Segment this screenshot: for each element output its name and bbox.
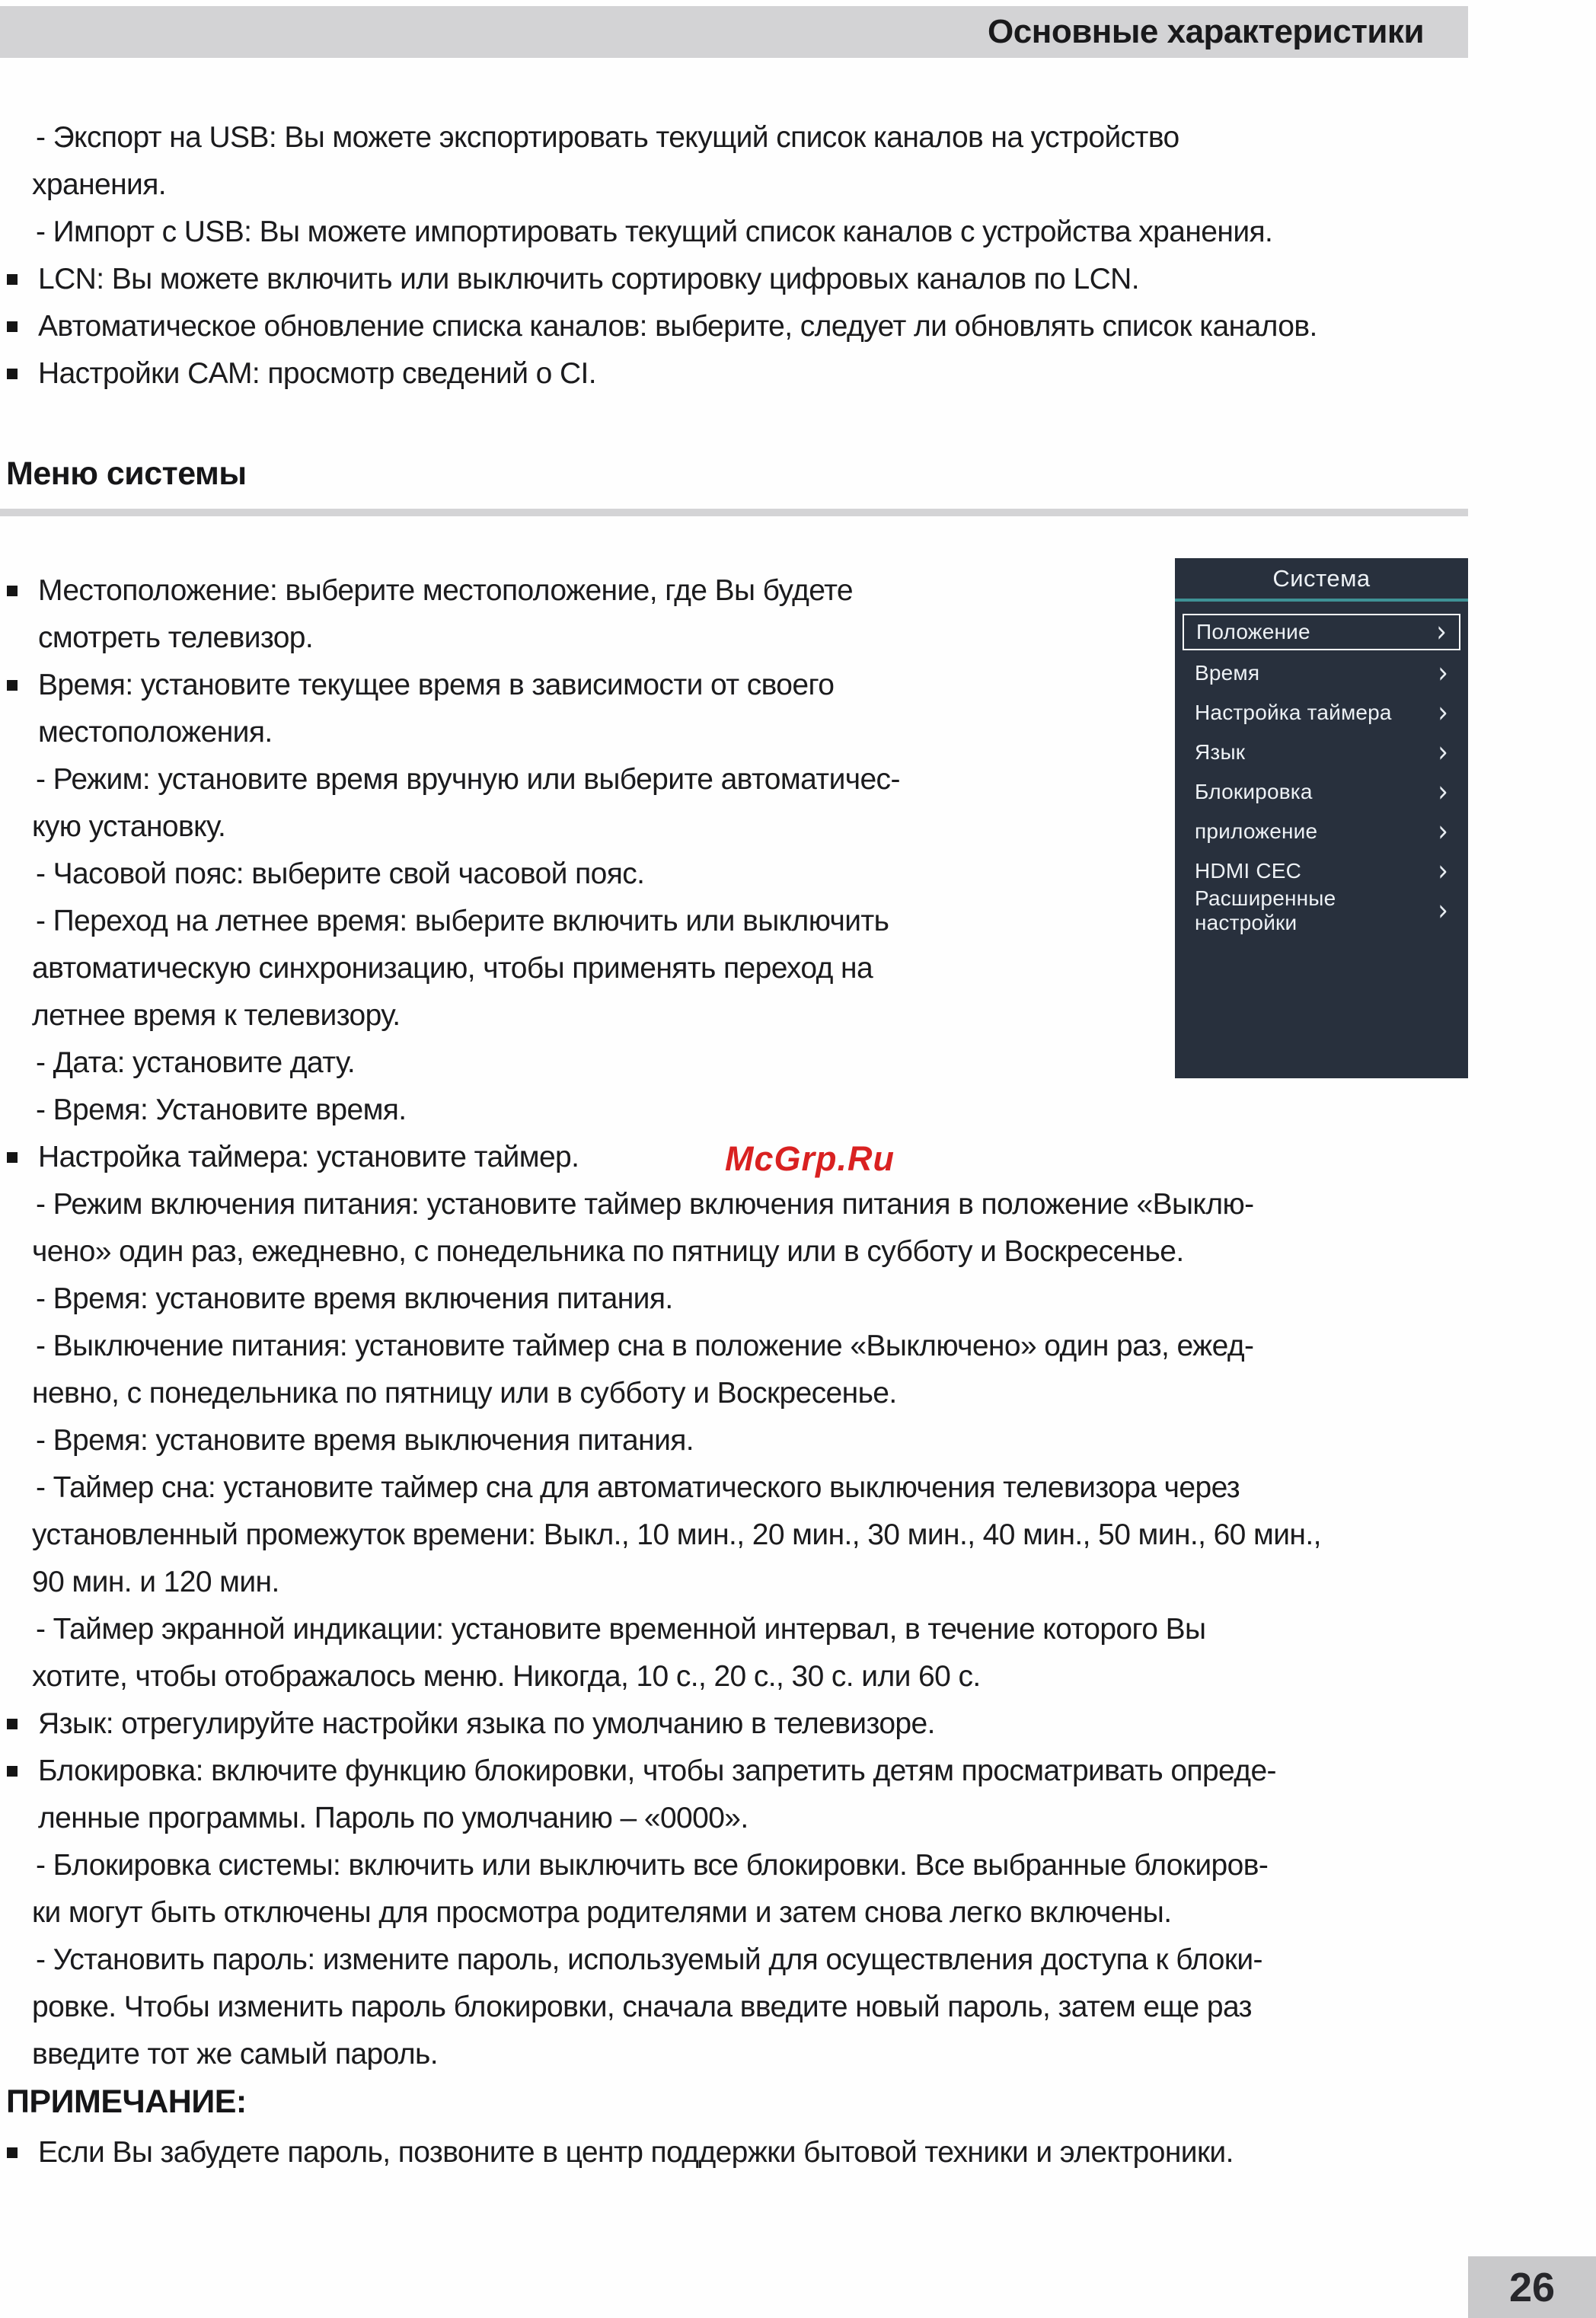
bullet-square-icon: [7, 586, 18, 596]
tv-menu-item-rasshirennye-nastroyki[interactable]: [1183, 886, 1460, 934]
text-line-content: ки могут быть отключены для просмотра родителями и затем снова легко включены.: [32, 1896, 1172, 1929]
text-line-content: Время: установите текущее время в зависимости от своего: [38, 669, 835, 701]
text-line-content: - Установить пароль: измените пароль, используемый для осуществления доступа к блоки-: [36, 1943, 1262, 1976]
tv-menu-item-prilozhenie[interactable]: [1183, 812, 1460, 851]
text-line: [0, 1795, 1596, 1842]
text-line: [0, 1417, 1596, 1464]
tv-menu-item-blokirovka[interactable]: [1183, 772, 1460, 812]
text-line-content: местоположения.: [38, 716, 273, 749]
chevron-right-icon: ›: [1438, 854, 1448, 889]
tv-menu-item-label: Настройка таймера: [1195, 701, 1392, 724]
text-line: [0, 1653, 1596, 1700]
text-line: [0, 1842, 1596, 1889]
text-line-content: Язык: отрегулируйте настройки языка по умолчанию в телевизоре.: [38, 1707, 935, 1740]
text-line: [0, 1464, 1596, 1512]
header-band: [0, 6, 1468, 58]
text-line-content: введите тот же самый пароль.: [32, 2038, 438, 2071]
text-line: [0, 1559, 1596, 1606]
bullet-square-icon: [7, 274, 18, 285]
text-line-content: - Время: установите время выключения питания.: [36, 1424, 694, 1457]
text-line: [0, 1984, 1596, 2031]
tv-menu-item-vremya[interactable]: [1183, 653, 1460, 693]
bullet-square-icon: [7, 680, 18, 691]
top-bullet-list: [0, 114, 1596, 398]
text-line: [0, 2031, 1596, 2078]
bullet-square-icon: [7, 369, 18, 379]
text-line-content: Настройки CAM: просмотр сведений о CI.: [38, 357, 596, 390]
tv-menu-item-label: Время: [1195, 661, 1260, 685]
text-line: [0, 2129, 1596, 2176]
page-number: 26: [1508, 2264, 1556, 2310]
text-line-content: Блокировка: включите функцию блокировки, чтобы запретить детям просматривать опреде-: [38, 1754, 1276, 1787]
text-line-content: 90 мин. и 120 мин.: [32, 1566, 279, 1598]
text-line-content: - Часовой пояс: выберите свой часовой пояс.: [36, 857, 645, 890]
text-line: [0, 1606, 1596, 1653]
bullet-square-icon: [7, 1152, 18, 1163]
text-line: [0, 1276, 1596, 1323]
text-line-content: - Выключение питания: установите таймер сна в положение «Выключено» один раз, ежед-: [36, 1330, 1254, 1362]
section-divider: [0, 509, 1468, 516]
text-line-content: невно, с понедельника по пятницу или в субботу и Воскресенье.: [32, 1377, 897, 1410]
text-line-content: - Импорт с USB: Вы можете импортировать текущий список каналов с устройства хранения.: [36, 216, 1273, 248]
text-line: [0, 1936, 1596, 1984]
text-line-content: - Время: установите время включения питания.: [36, 1282, 673, 1315]
text-line-content: ленные программы. Пароль по умолчанию – «0000».: [38, 1802, 749, 1834]
chevron-right-icon: ›: [1438, 814, 1448, 849]
tv-menu-item-nastroyka-taymera[interactable]: [1183, 693, 1460, 733]
text-line: [0, 256, 1596, 303]
text-line-content: автоматическую синхронизацию, чтобы применять переход на: [32, 952, 873, 985]
note-lines: [0, 2129, 1596, 2176]
tv-menu-item-label: приложение: [1195, 819, 1318, 843]
tv-menu-item-label: Блокировка: [1195, 780, 1313, 803]
text-line-content: кую установку.: [32, 810, 226, 843]
tv-system-menu-panel: [1175, 558, 1468, 1078]
chevron-right-icon: ›: [1438, 735, 1448, 770]
text-line: [0, 1228, 1596, 1276]
tv-menu-item-hdmi-cec[interactable]: [1183, 851, 1460, 891]
bullet-square-icon: [7, 321, 18, 332]
text-line-content: летнее время к телевизору.: [32, 999, 401, 1032]
text-line-content: смотреть телевизор.: [38, 621, 314, 654]
section-heading-system-menu: Меню системы: [6, 455, 247, 492]
text-line: [0, 1181, 1596, 1228]
text-line-content: хранения.: [32, 168, 166, 201]
tv-menu-item-label: Язык: [1195, 740, 1246, 764]
text-line: [0, 161, 1596, 209]
text-line-content: Если Вы забудете пароль, позвоните в центр поддержки бытовой техники и электроники.: [38, 2136, 1234, 2169]
bullet-square-icon: [7, 2147, 18, 2158]
text-line: [0, 1087, 1596, 1134]
text-line-content: - Таймер сна: установите таймер сна для автоматического выключения телевизора через: [36, 1471, 1240, 1504]
text-line-content: - Переход на летнее время: выберите включить или выключить: [36, 905, 889, 937]
text-line-content: - Экспорт на USB: Вы можете экспортировать текущий список каналов на устройство: [36, 121, 1179, 154]
text-line-content: - Режим включения питания: установите таймер включения питания в положение «Выклю-: [36, 1188, 1254, 1221]
bullet-square-icon: [7, 1766, 18, 1777]
tv-menu-item-label: Расширенные настройки: [1195, 886, 1336, 934]
chevron-right-icon: ›: [1438, 774, 1448, 809]
text-line: [0, 350, 1596, 398]
text-line-content: - Режим: установите время вручную или выберите автоматичес-: [36, 763, 900, 796]
text-line: [0, 1889, 1596, 1936]
text-line-content: - Таймер экранной индикации: установите временной интервал, в течение которого Вы: [36, 1613, 1206, 1646]
text-line: [0, 114, 1596, 161]
text-line: [0, 209, 1596, 256]
bullet-square-icon: [7, 1719, 18, 1729]
text-line: [0, 1700, 1596, 1748]
page-title: Основные характеристики: [988, 13, 1424, 50]
tv-menu-title: Система: [1272, 564, 1371, 592]
text-line-content: - Время: Установите время.: [36, 1094, 407, 1126]
site-watermark: McGrp.Ru: [725, 1139, 895, 1178]
tv-menu-item-label: Положение: [1196, 620, 1310, 643]
text-line-content: установленный промежуток времени: Выкл., 10 мин., 20 мин., 30 мин., 40 мин., 50 мин., 60 мин.,: [32, 1518, 1321, 1551]
text-line-content: LCN: Вы можете включить или выключить сортировку цифровых каналов по LCN.: [38, 263, 1139, 295]
text-line: [0, 1512, 1596, 1559]
text-line: [0, 303, 1596, 350]
chevron-right-icon: ›: [1436, 615, 1447, 650]
text-line-content: хотите, чтобы отображалось меню. Никогда, 10 с., 20 с., 30 с. или 60 с.: [32, 1660, 981, 1693]
tv-menu-item-polozhenie[interactable]: [1183, 614, 1460, 650]
tv-menu-item-label: HDMI CEC: [1195, 859, 1302, 883]
text-line: [0, 1323, 1596, 1370]
text-line-content: Местоположение: выберите местоположение, где Вы будете: [38, 574, 854, 607]
text-line: [0, 1370, 1596, 1417]
section-heading-note: ПРИМЕЧАНИЕ:: [6, 2083, 247, 2120]
tv-menu-item-list: [1175, 602, 1468, 934]
text-line: [0, 1748, 1596, 1795]
text-line-content: Настройка таймера: установите таймер.: [38, 1141, 579, 1173]
text-line-content: - Блокировка системы: включить или выключить все блокировки. Все выбранные блокиров-: [36, 1849, 1269, 1882]
tv-menu-item-yazyk[interactable]: [1183, 733, 1460, 772]
page-number-box: [1468, 2256, 1596, 2318]
text-line-content: чено» один раз, ежедневно, с понедельника по пятницу или в субботу и Воскресенье.: [32, 1235, 1184, 1268]
text-line-content: Автоматическое обновление списка каналов: выберите, следует ли обновлять список каналов.: [38, 310, 1317, 343]
text-line-content: ровке. Чтобы изменить пароль блокировки, сначала введите новый пароль, затем еще раз: [32, 1991, 1252, 2023]
chevron-right-icon: ›: [1438, 695, 1448, 730]
text-line-content: - Дата: установите дату.: [36, 1046, 356, 1079]
chevron-right-icon: ›: [1438, 656, 1448, 691]
chevron-right-icon: ›: [1438, 893, 1448, 928]
